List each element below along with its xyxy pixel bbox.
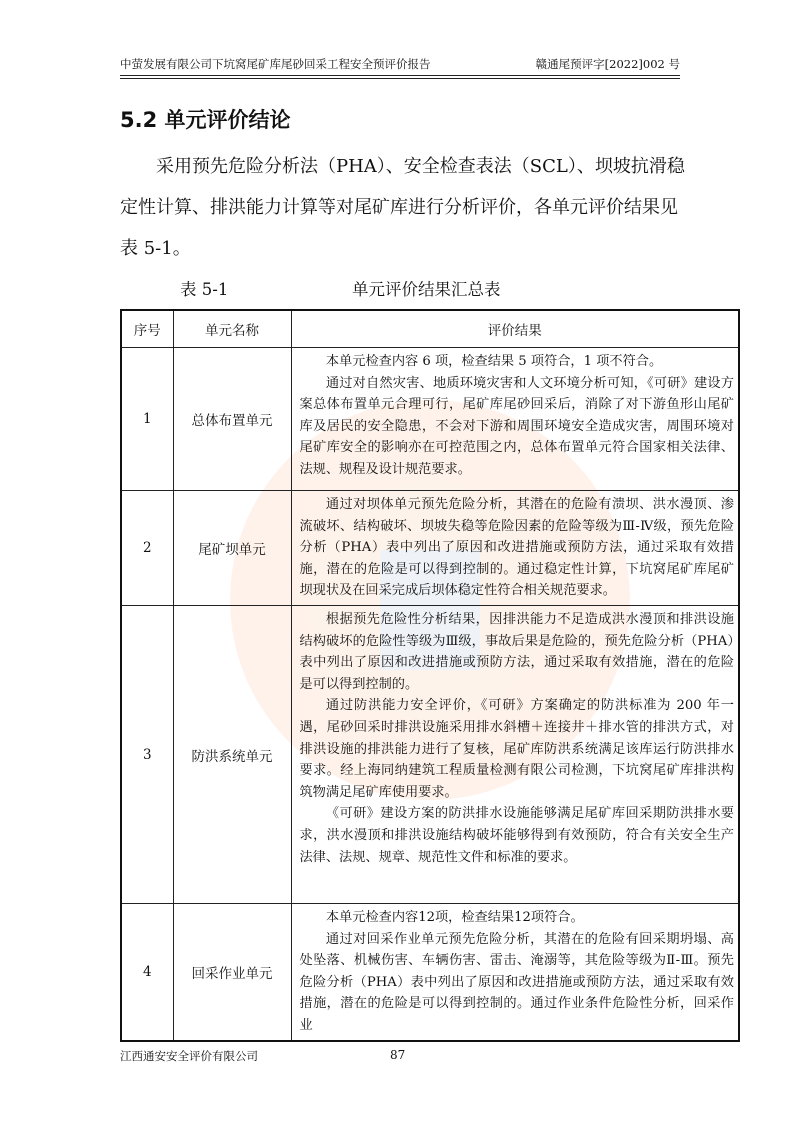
table-caption-number: 表 5-1	[180, 280, 229, 299]
row-number: 3	[121, 606, 173, 904]
table-row	[121, 606, 739, 904]
evaluation-result	[291, 606, 739, 904]
result-paragraph: 本单元检查内容 6 项，检查结果 5 项符合，1 项不符合。	[325, 354, 663, 369]
intro-line: 采用预先危险分析法（PHA）、安全检查表法（SCL）、坝坡抗滑稳	[156, 156, 685, 177]
evaluation-result	[291, 904, 739, 1041]
header-report-title: 中萤发展有限公司下坑窝尾矿库尾砂回采工程安全预评价报告	[120, 57, 431, 71]
evaluation-results-table	[120, 309, 740, 1042]
table-header-row	[121, 310, 739, 348]
result-paragraph: 通过防洪能力安全评价，《可研》方案确定的防洪标准为 200 年一遇，尾砂回采时排洪设施采用排水斜槽＋连接井＋排水管的排洪方式，对排洪设施的排洪能力进行了复核，尾矿库防洪系统满足该库运行防洪排水要求。经上海同纳建筑工程质量检测有限公司检测，下坑窝尾矿库排洪构筑物满足尾矿库使用要求。	[299, 698, 734, 800]
intro-paragraph	[120, 146, 704, 269]
result-paragraph: 本单元检查内容12项，检查结果12项符合。	[325, 910, 584, 925]
result-paragraph: 通过对坝体单元预先危险分析，其潜在的危险有溃坝、洪水漫顶、渗流破坏、结构破坏、坝坡失稳等危险因素的危险等级为Ⅲ-Ⅳ级，预先危险分析（PHA）表中列出了原因和改进措施或预防方法，通过采取有效措施，潜在的危险是可以得到控制的。通过稳定性计算，下坑窝尾矿库尾矿坝现状及在回采完成后坝体稳定性符合相关规范要求。	[299, 497, 734, 599]
result-paragraph: 通过对自然灾害、地质环境灾害和人文环境分析可知，《可研》建设方案总体布置单元合理可行，尾矿库尾砂回采后，消除了对下游鱼形山尾矿库及居民的安全隐患，不会对下游和周围环境安全造成灾害，周围环境对尾矿库安全的影响亦在可控范围之内，总体布置单元符合国家相关法律、法规、规程及设计规范要求。	[299, 375, 734, 477]
evaluation-result	[291, 491, 739, 606]
page-number: 87	[390, 1048, 406, 1062]
row-number: 1	[121, 348, 173, 491]
row-number: 4	[121, 904, 173, 1041]
intro-line: 表 5-1。	[120, 238, 191, 259]
unit-name: 尾矿坝单元	[173, 491, 291, 606]
result-paragraph: 《可研》建设方案的防洪排水设施能够满足尾矿库回采期防洪排水要求，洪水漫顶和排洪设施结构破坏能够得到有效预防，符合有关安全生产法律、法规、规章、规范性文件和标准的要求。	[299, 806, 734, 865]
page-header	[120, 56, 680, 74]
result-paragraph: 根据预先危险性分析结果，因排洪能力不足造成洪水漫顶和排洪设施结构破坏的危险性等级为Ⅲ级，事故后果是危险的，预先危险分析（PHA）表中列出了原因和改进措施或预防方法，通过采取有效措施，潜在的危险是可以得到控制的。	[299, 612, 734, 692]
row-number: 2	[121, 491, 173, 606]
table-row	[121, 491, 739, 606]
intro-line: 定性计算、排洪能力计算等对尾矿库进行分析评价，各单元评价结果见	[120, 197, 678, 218]
unit-name: 防洪系统单元	[173, 606, 291, 904]
evaluation-result	[291, 348, 739, 491]
footer-company: 江西通安安全评价有限公司	[120, 1049, 258, 1063]
column-header-unit-name: 单元名称	[173, 310, 291, 348]
column-header-result: 评价结果	[291, 310, 739, 348]
table-caption-title: 单元评价结果汇总表	[352, 280, 501, 299]
unit-name: 回采作业单元	[173, 904, 291, 1041]
unit-name: 总体布置单元	[173, 348, 291, 491]
header-report-number: 赣通尾预评字[2022]002 号	[535, 57, 680, 71]
header-rule-top	[120, 75, 680, 76]
result-paragraph: 通过对回采作业单元预先危险分析，其潜在的危险有回采期坍塌、高处坠落、机械伤害、车辆伤害、雷击、淹溺等，其危险等级为Ⅱ-Ⅲ。预先危险分析（PHA）表中列出了原因和改进措施或预防方法，通过采取有效措施，潜在的危险是可以得到控制的。通过作业条件危险性分析，回采作业	[299, 931, 734, 1033]
table-row	[121, 348, 739, 491]
section-title: 5.2 单元评价结论	[120, 108, 291, 132]
column-header-no: 序号	[121, 310, 173, 348]
table-row	[121, 904, 739, 1041]
header-rule-bottom	[120, 78, 680, 79]
